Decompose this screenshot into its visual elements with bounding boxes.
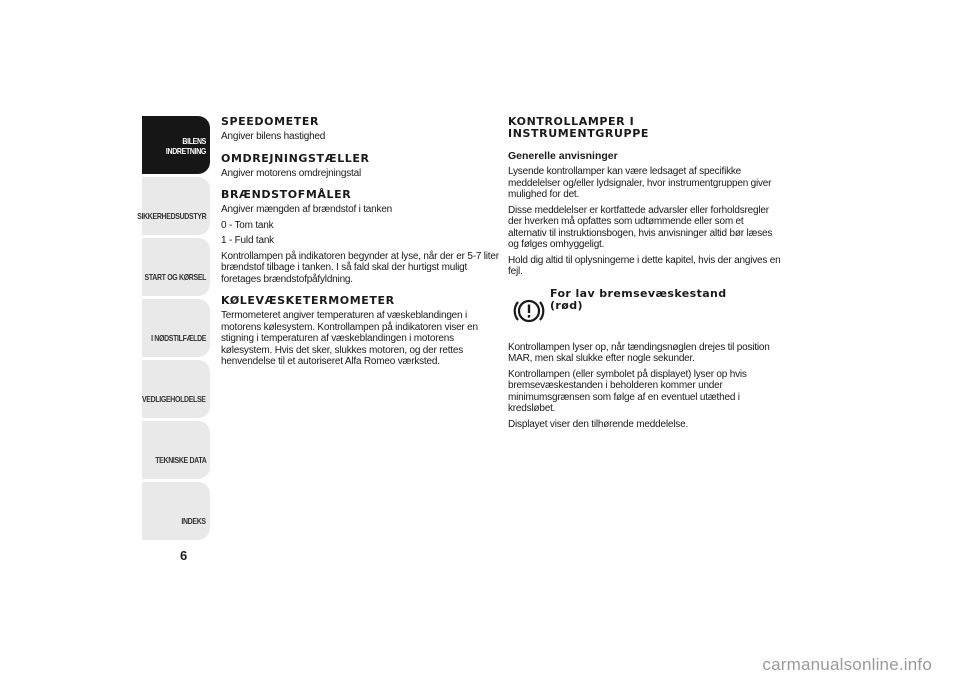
tab-label: START OG KØRSEL xyxy=(144,272,206,282)
brake-paragraph-2: Kontrollampen (eller symbolet på displayet) lyser op hvis bremsevæskestanden i beholderen kommer under minimumsgrænsen som følge af en eventuel utæthed i kredsløbet. xyxy=(508,368,747,414)
subheading: Generelle anvisninger xyxy=(508,150,618,162)
coolant-heading: KØLEVÆSKETERMOMETER xyxy=(221,294,395,307)
brake-warning-block xyxy=(508,288,783,338)
brake-warning-icon xyxy=(512,294,546,328)
page-number: 6 xyxy=(180,548,188,563)
tab-label: INDEKS xyxy=(181,516,206,526)
tab-label: TEKNISKE DATA xyxy=(154,455,206,465)
coolant-text: Termometeret angiver temperaturen af væskeblandingen i motorens kølesystem. Kontrollampen på indikatoren viser en stigning i temperaturen af væskeblandingen i motorens kølesystem. Hvis det sker, slukkes motoren, og der rettes henvendelse til et autoriseret Alfa Romeo værksted. xyxy=(221,310,478,367)
fuel-warning-text: Kontrollampen på indikatoren begynder at lyse, når der er 5-7 liter brændstof tilbage i tanken. I så fald skal der hurtigst muligt foretages brændstofpåfyldning. xyxy=(221,250,499,285)
tab-label: SIKKERHEDSUDSTYR xyxy=(136,211,206,221)
tab-label: I NØDSTILFÆLDE xyxy=(150,333,206,343)
intro-paragraph-3: Hold dig altid til oplysningerne i dette kapitel, hvis der angives en fejl. xyxy=(508,254,781,277)
tab-tekniske-data[interactable] xyxy=(142,421,210,479)
section-heading: KONTROLLAMPER I INSTRUMENTGRUPPE xyxy=(508,115,649,140)
tab-indeks[interactable] xyxy=(142,482,210,540)
fuel-empty: 0 - Tom tank xyxy=(221,219,274,231)
rpm-text: Angiver motorens omdrejningstal xyxy=(221,167,361,179)
tab-label: BILENS INDRETNING xyxy=(165,136,206,156)
fuel-text: Angiver mængden af brændstof i tanken xyxy=(221,204,393,215)
brake-paragraph-3: Displayet viser den tilhørende meddelelse. xyxy=(508,418,689,430)
tab-bilens-indretning[interactable] xyxy=(142,116,210,174)
speedometer-text: Angiver bilens hastighed xyxy=(221,131,326,142)
brake-warning-title: For lav bremsevæskestand (rød) xyxy=(550,286,727,312)
brake-paragraph-1: Kontrollampen lyser op, når tændingsnøglen drejes til position MAR, men skal slukke efter nogle sekunder. xyxy=(508,341,770,364)
speedometer-heading: SPEEDOMETER xyxy=(221,115,320,128)
intro-paragraph-2: Disse meddelelser er kortfattede advarsler eller forholdsregler der hverken må opfattes som udtømmende eller som et alternativ til instruktionsbogen, hvis anvisninger altid bør læses og følges omhyggeligt. xyxy=(508,204,773,250)
fuel-full: 1 - Fuld tank xyxy=(221,235,274,246)
intro-paragraph-1: Lysende kontrollamper kan være ledsaget af specifikke meddelelser og/eller lydsignaler, hvor instrumentgruppen giver mulighed for det. xyxy=(508,166,772,200)
watermark: carmanualsonline.info xyxy=(762,655,932,674)
tab-vedligeholdelse[interactable] xyxy=(142,360,210,418)
tab-sikkerhedsudstyr[interactable] xyxy=(136,177,210,235)
tab-i-nodstilfaelde[interactable] xyxy=(142,299,210,357)
right-column xyxy=(508,116,783,434)
tab-start-og-korsel[interactable] xyxy=(142,238,210,296)
fuel-heading: BRÆNDSTOFMÅLER xyxy=(221,188,352,201)
tab-label: VEDLIGEHOLDELSE xyxy=(142,394,206,404)
rpm-heading: OMDREJNINGSTÆLLER xyxy=(221,151,370,165)
chapter-tabs xyxy=(136,116,210,543)
left-column xyxy=(221,116,501,372)
